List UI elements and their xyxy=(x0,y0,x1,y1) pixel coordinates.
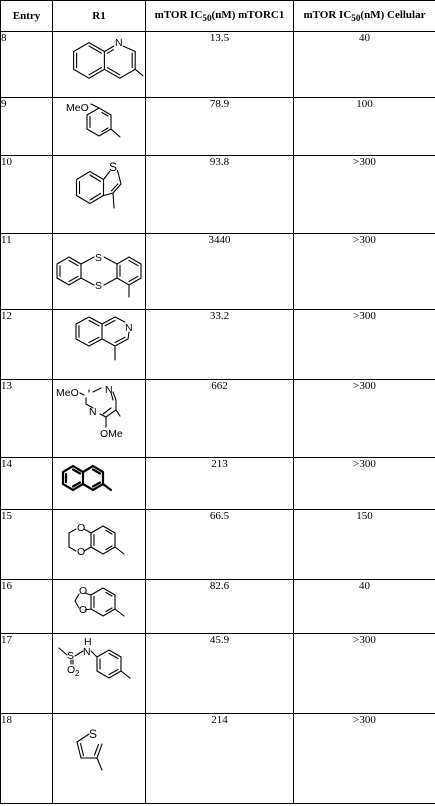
mtorc1-value: 3440 xyxy=(146,234,294,310)
entry-cell: 18 xyxy=(1,714,53,804)
header-mtorc1-suffix: (nM) mTORC1 xyxy=(211,8,285,21)
cellular-value: 150 xyxy=(294,510,435,580)
methoxyphenyl-structure xyxy=(53,98,145,154)
cellular-value: >300 xyxy=(294,234,435,310)
mtorc1-value: 45.9 xyxy=(146,634,294,714)
thiophenyl-structure xyxy=(53,714,145,802)
entry-cell: 17 xyxy=(1,634,53,714)
r1-structure-cell xyxy=(53,234,146,310)
header-r1: R1 xyxy=(53,1,146,32)
atom-label: N xyxy=(89,406,97,418)
mtorc1-value: 78.9 xyxy=(146,98,294,156)
mtorc1-value: 33.2 xyxy=(146,310,294,380)
mtorc1-value: 662 xyxy=(146,380,294,458)
mtorc1-value: 66.5 xyxy=(146,510,294,580)
benzodioxolyl-structure xyxy=(53,580,145,632)
atom-label: MeO xyxy=(56,387,79,399)
table-row xyxy=(1,458,435,510)
header-cellular xyxy=(294,1,435,32)
header-mtorc1 xyxy=(146,1,294,32)
mtorc1-value: 213 xyxy=(146,458,294,510)
header-cellular-suffix: (nM) Cellular xyxy=(360,8,426,21)
table-row xyxy=(1,580,435,634)
entry-cell: 12 xyxy=(1,310,53,380)
cellular-value: 40 xyxy=(294,580,435,634)
cellular-value: 40 xyxy=(294,32,435,98)
naphthyl-structure xyxy=(53,458,145,508)
r1-structure-cell xyxy=(53,510,146,580)
entry-cell: 14 xyxy=(1,458,53,510)
entry-cell: 16 xyxy=(1,580,53,634)
header-mtorc1-sub: 50 xyxy=(202,13,212,24)
atom-label: N xyxy=(105,384,113,396)
table-row xyxy=(1,98,435,156)
benzothiophenyl-structure xyxy=(53,156,145,232)
table-row xyxy=(1,634,435,714)
cellular-value: 100 xyxy=(294,98,435,156)
mtorc1-value: 13.5 xyxy=(146,32,294,98)
entry-cell: 10 xyxy=(1,156,53,234)
atom-label: H xyxy=(84,636,92,648)
atom-label: O xyxy=(77,522,86,534)
atom-label: S xyxy=(67,650,75,662)
cellular-value: >300 xyxy=(294,634,435,714)
atom-label: O xyxy=(79,585,88,597)
mtorc1-value: 82.6 xyxy=(146,580,294,634)
atom-label: O xyxy=(67,664,76,676)
atom-label: N xyxy=(115,37,123,49)
entry-cell: 13 xyxy=(1,380,53,458)
header-cellular-prefix: mTOR IC xyxy=(303,8,352,21)
table-row xyxy=(1,234,435,310)
r1-structure-cell xyxy=(53,714,146,804)
r1-structure-cell xyxy=(53,458,146,510)
atom-label: S xyxy=(95,280,103,292)
table-row xyxy=(1,714,435,804)
r1-structure-cell xyxy=(53,580,146,634)
cellular-value: >300 xyxy=(294,310,435,380)
mtorc1-value: 93.8 xyxy=(146,156,294,234)
table-row xyxy=(1,32,435,98)
cellular-value: >300 xyxy=(294,380,435,458)
atom-label: O xyxy=(79,604,88,616)
header-entry: Entry xyxy=(1,1,53,32)
cellular-value: >300 xyxy=(294,156,435,234)
atom-label: S xyxy=(109,160,118,174)
entry-cell: 15 xyxy=(1,510,53,580)
mtorc1-value: 214 xyxy=(146,714,294,804)
r1-structure-cell xyxy=(53,156,146,234)
table-row xyxy=(1,510,435,580)
atom-label: N xyxy=(83,646,91,658)
header-mtorc1-prefix: mTOR IC xyxy=(154,8,203,21)
table-row xyxy=(1,380,435,458)
entry-cell: 9 xyxy=(1,98,53,156)
header-row xyxy=(1,1,435,32)
r1-structure-cell xyxy=(53,32,146,98)
cellular-value: >300 xyxy=(294,458,435,510)
benzodioxinyl-structure xyxy=(53,510,145,578)
r1-structure-cell xyxy=(53,98,146,156)
atom-label: O xyxy=(77,546,86,558)
header-cellular-sub: 50 xyxy=(351,13,361,24)
thianthrenyl-structure xyxy=(53,234,145,308)
atom-label: N xyxy=(125,322,133,334)
table-row xyxy=(1,156,435,234)
cellular-value: >300 xyxy=(294,714,435,804)
r1-structure-cell xyxy=(53,380,146,458)
pyrimidinyl-structure xyxy=(53,380,145,456)
quinolinyl-structure xyxy=(53,32,145,96)
atom-label: MeO xyxy=(66,102,89,114)
sulfonamide-structure xyxy=(53,634,145,712)
entry-cell: 11 xyxy=(1,234,53,310)
atom-label: S xyxy=(89,727,98,741)
isoquinolinyl-structure xyxy=(53,310,145,378)
atom-label: 2 xyxy=(75,669,80,678)
r1-structure-cell xyxy=(53,634,146,714)
atom-label: OMe xyxy=(100,428,123,440)
table-row xyxy=(1,310,435,380)
atom-label: S xyxy=(95,252,103,264)
r1-structure-cell xyxy=(53,310,146,380)
entry-cell: 8 xyxy=(1,32,53,98)
